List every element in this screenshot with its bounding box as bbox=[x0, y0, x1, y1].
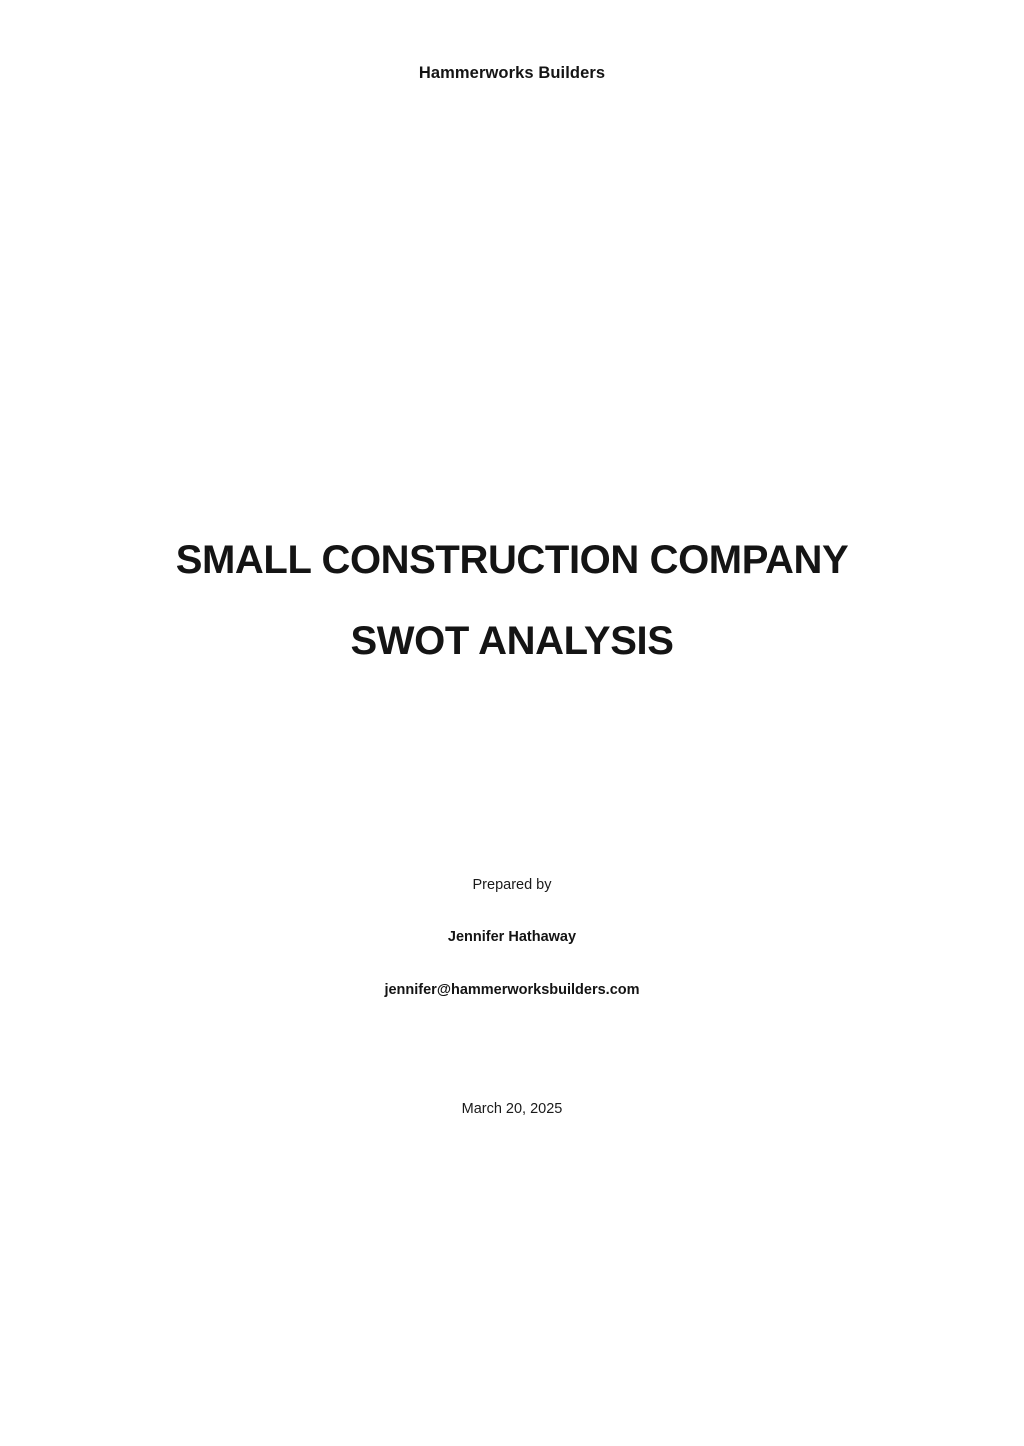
company-name-header: Hammerworks Builders bbox=[418, 64, 606, 82]
document-title-block bbox=[0, 540, 1024, 661]
page-title-line-1: SMALL CONSTRUCTION COMPANY bbox=[175, 538, 849, 582]
document-date: March 20, 2025 bbox=[461, 1101, 563, 1117]
author-email: jennifer@hammerworksbuilders.com bbox=[384, 982, 640, 998]
prepared-by-label: Prepared by bbox=[472, 877, 552, 893]
author-name: Jennifer Hathaway bbox=[447, 929, 577, 945]
page-title-line-2: SWOT ANALYSIS bbox=[350, 619, 674, 663]
prepared-by-block bbox=[0, 877, 1024, 998]
